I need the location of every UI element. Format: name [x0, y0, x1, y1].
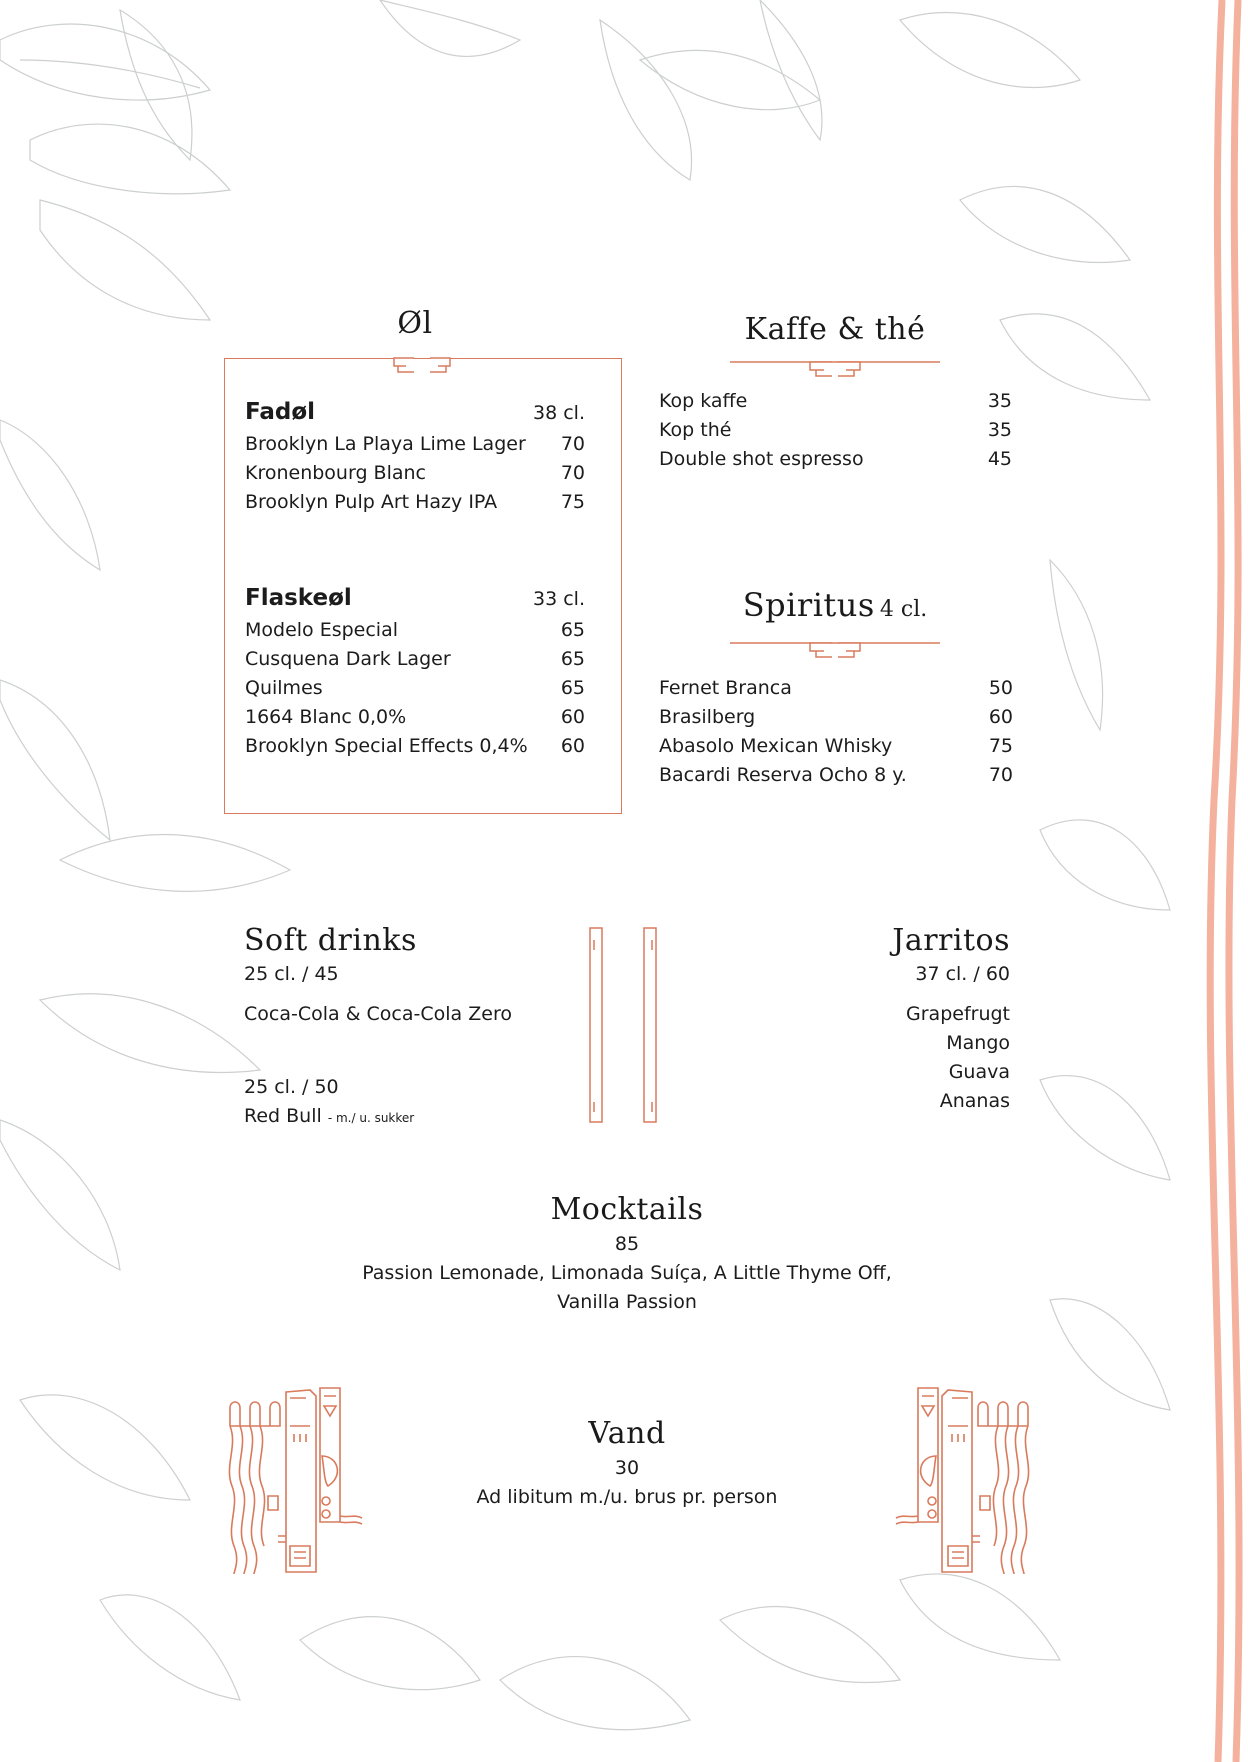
fadol-section	[245, 398, 585, 517]
list-item: Brasilberg 60	[659, 706, 1013, 728]
list-item: Brooklyn Special Effects 0,4% 60	[245, 735, 585, 757]
kaffe-title: Kaffe & thé	[744, 312, 926, 347]
jarritos-size: 37 cl. / 60	[915, 963, 1010, 985]
spiritus-size: 4 cl.	[879, 597, 928, 622]
list-item: Cusquena Dark Lager 65	[245, 648, 585, 670]
jarritos-title: Jarritos	[892, 923, 1010, 958]
aztec-ornament-left-icon	[228, 1386, 368, 1576]
soft-size-2: 25 cl. / 50	[244, 1076, 339, 1098]
mocktails-price: 85	[614, 1233, 640, 1255]
spiritus-title-ornament	[730, 637, 940, 661]
soft-section	[244, 922, 564, 1133]
spiritus-title: Spiritus 4 cl.	[742, 586, 928, 624]
list-item: Fernet Branca 50	[659, 677, 1013, 699]
vand-desc: Ad libitum m./u. brus pr. person	[476, 1486, 778, 1508]
list-item: Kronenbourg Blanc 70	[245, 462, 585, 484]
soft-size-1: 25 cl. / 45	[244, 963, 339, 985]
vand-title: Vand	[588, 1416, 666, 1451]
flaskeol-heading: Flaskeøl	[245, 585, 352, 611]
list-item: Kop thé 35	[659, 419, 1012, 441]
list-item: Kop kaffe 35	[659, 390, 1012, 412]
ol-title-ornament	[392, 356, 452, 376]
soft-item-1: Coca-Cola & Coca-Cola Zero	[244, 1003, 512, 1025]
list-item: 1664 Blanc 0,0% 60	[245, 706, 585, 728]
list-item: Ananas	[939, 1090, 1010, 1112]
mocktails-title: Mocktails	[550, 1192, 704, 1227]
fadol-heading: Fadøl	[245, 399, 316, 425]
list-item: Brooklyn Pulp Art Hazy IPA 75	[245, 491, 585, 513]
fadol-size: 38 cl.	[533, 402, 585, 424]
aztec-ornament-right-icon	[890, 1386, 1030, 1576]
list-item: Double shot espresso 45	[659, 448, 1012, 470]
list-item: Quilmes 65	[245, 677, 585, 699]
center-bracket-ornament	[586, 926, 660, 1124]
mocktails-line-1: Passion Lemonade, Limonada Suíça, A Little Thyme Off,	[362, 1262, 892, 1284]
spiritus-list	[659, 674, 1013, 790]
list-item: Bacardi Reserva Ocho 8 y. 70	[659, 764, 1013, 786]
kaffe-title-ornament	[730, 356, 940, 380]
list-item: Modelo Especial 65	[245, 619, 585, 641]
jarritos-section	[800, 922, 1010, 1116]
list-item: Brooklyn La Playa Lime Lager 70	[245, 433, 585, 455]
list-item: Guava	[948, 1061, 1010, 1083]
ol-title: Øl	[397, 306, 433, 341]
soft-title: Soft drinks	[244, 923, 417, 958]
vand-price: 30	[614, 1457, 640, 1479]
vand-section	[400, 1414, 854, 1512]
list-item: Abasolo Mexican Whisky 75	[659, 735, 1013, 757]
flaskeol-section	[245, 584, 585, 761]
soft-item-2: Red Bull - m./ u. sukker	[244, 1105, 415, 1127]
list-item: Mango	[946, 1032, 1010, 1054]
flaskeol-size: 33 cl.	[533, 588, 585, 610]
list-item: Grapefrugt	[906, 1003, 1010, 1025]
mocktails-section	[300, 1190, 954, 1317]
mocktails-line-2: Vanilla Passion	[557, 1291, 697, 1313]
soft-item-2-note: - m./ u. sukker	[327, 1111, 415, 1125]
kaffe-list	[659, 387, 1012, 474]
